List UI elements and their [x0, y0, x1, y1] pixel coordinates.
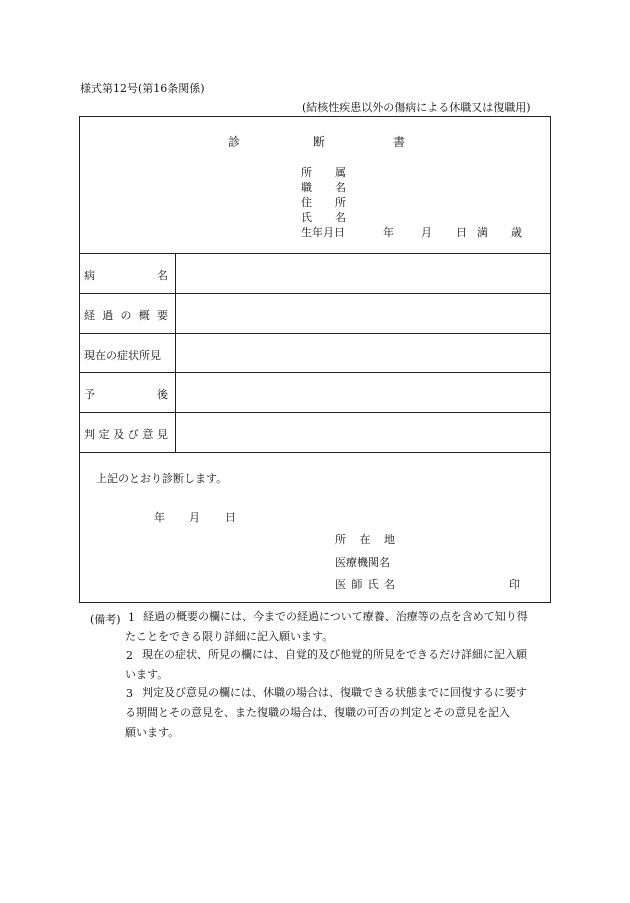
- name-label: 氏 名: [301, 211, 346, 224]
- birth-month-label: 月: [421, 226, 432, 239]
- birth-year-label: 年: [383, 226, 394, 239]
- row-divider-5: [79, 412, 551, 413]
- position-label: 職 名: [301, 181, 346, 194]
- full-age-label: 満: [477, 226, 488, 239]
- label-column-divider: [175, 253, 176, 452]
- location-label: 所 在 地: [335, 533, 395, 546]
- form-number: 様式第12号(第16条関係): [80, 82, 205, 95]
- note-2-number: 2: [126, 649, 133, 662]
- row-divider-1: [79, 253, 551, 254]
- note-3-text: 判定及び意見の欄には、休職の場合は、復職できる状態までに回復するに要す る期間とその意見を、また復職の場合は、復職の可否の判定とその意見を記入 願います。: [125, 686, 527, 739]
- note-2-text: 現在の症状、所見の欄には、自覚的及び他覚的所見をできるだけ詳細に記入願 います。: [125, 648, 527, 681]
- note-1-text: 経過の概要の欄には、今までの経過について療養、治療等の点を含めて知り得 たことをできる限り詳細に記入願います。: [125, 610, 528, 643]
- certificate-title-char-3: 書: [393, 135, 406, 149]
- institution-label: 医療機関名: [335, 556, 390, 569]
- row-divider-2: [79, 293, 551, 294]
- doctor-name-label: 医 師 氏 名: [335, 578, 395, 591]
- row-label-current-symptoms: 現在の症状所見: [84, 349, 161, 362]
- row-divider-6: [79, 452, 551, 453]
- birth-day-label: 日: [456, 226, 467, 239]
- date-year-label: 年: [154, 511, 165, 524]
- diagnosis-statement: 上記のとおり診断します。: [96, 472, 228, 485]
- row-divider-3: [79, 333, 551, 334]
- row-divider-4: [79, 372, 551, 373]
- certificate-title-char-2: 断: [313, 135, 326, 149]
- date-month-label: 月: [189, 511, 200, 524]
- affiliation-label: 所 属: [301, 166, 346, 179]
- notes-prefix: (備考): [90, 613, 121, 626]
- date-day-label: 日: [225, 511, 236, 524]
- note-3-number: 3: [126, 687, 133, 700]
- birthdate-label: 生年月日: [301, 226, 345, 239]
- seal-mark: 印: [509, 578, 520, 591]
- age-unit-label: 歳: [511, 226, 522, 239]
- row-label-progress-summary: 経 過 の 概 要: [84, 309, 168, 322]
- certificate-title-char-1: 診: [228, 135, 241, 149]
- row-label-disease-name: 病 名: [84, 269, 168, 282]
- note-1-number: 1: [128, 611, 135, 624]
- address-label: 住 所: [301, 196, 346, 209]
- row-label-judgment-opinion: 判 定 及 び 意 見: [84, 428, 168, 441]
- form-subtitle: (結核性疾患以外の傷病による休職又は復職用): [302, 101, 531, 114]
- row-label-prognosis: 予 後: [84, 388, 168, 401]
